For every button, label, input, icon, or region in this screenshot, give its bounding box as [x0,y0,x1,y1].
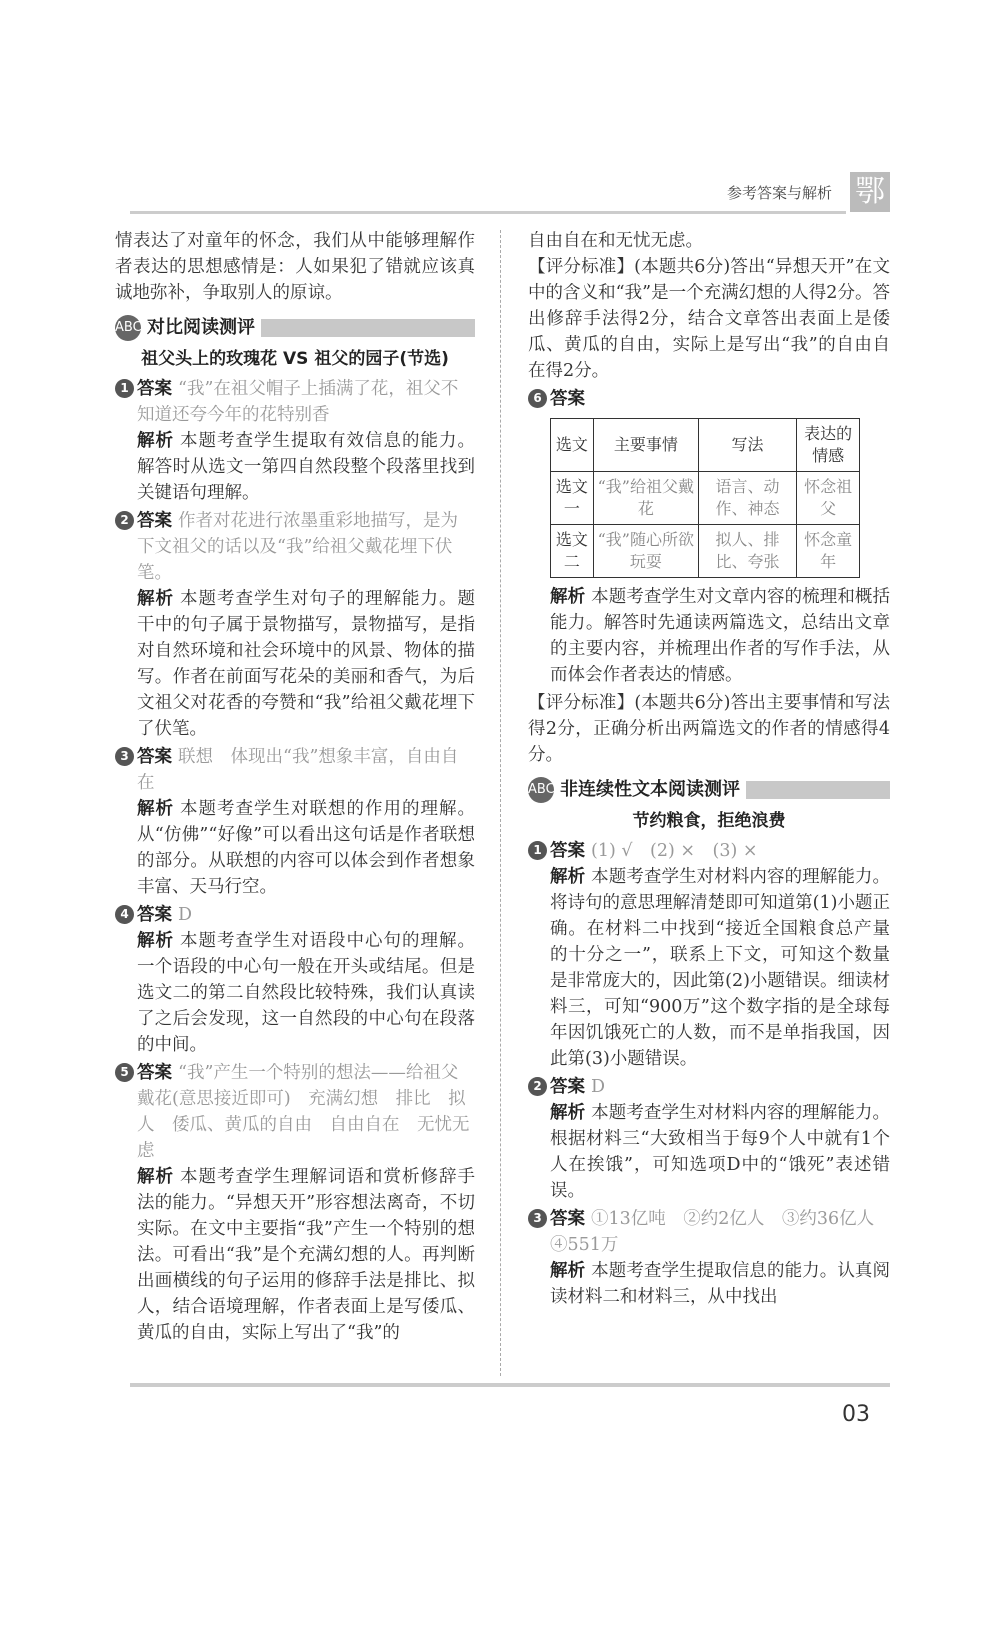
answer-label: 答案 [550,389,585,409]
scoring-standard: 【评分标准】(本题共6分)答出主要事情和写法得2分，正确分析出两篇选文的作者的情感得4分。 [528,693,890,765]
table-row [551,525,860,578]
page-number: 03 [842,1402,870,1427]
answer-text: “我”在祖父帽子上插满了花，祖父不知道还夸今年的花特别香 [137,379,459,425]
right-column [528,228,890,1312]
column-divider [500,230,501,1376]
answer-item-r3 [528,1206,890,1310]
answer-text: D [178,905,193,925]
answer-text: 联想 体现出“我”想象丰富，自由自在 [137,747,459,793]
answer-item-5 [115,1060,475,1346]
table-header-cell: 选文 [551,419,594,472]
table-cell: 选文一 [551,472,594,525]
answer-text: 作者对花进行浓墨重彩地描写，是为下文祖父的话以及“我”给祖父戴花埋下伏笔。 [137,511,458,583]
comparison-table [550,418,860,578]
item-number-icon: 2 [115,511,134,530]
answer-label: 答案 [137,511,172,531]
answer-item-1 [115,376,475,506]
scoring-standard: 【评分标准】(本题共6分)答出“异想天开”在文中的含义和“我”是一个充满幻想的人得2分。答出修辞手法得2分，结合文章答出表面上是倭瓜、黄瓜的自由，实际上是写出“我”的自由自在得2分。 [528,257,890,381]
analysis-text: 本题考查学生对句子的理解能力。题干中的句子属于景物描写，景物描写，是指对自然环境和社会环境中的风景、物体的描写。作者在前面写花朵的美丽和香气，为后文祖父对花香的夸赞和“我”给祖父戴花埋下了伏笔。 [137,589,475,739]
answer-label: 答案 [137,1063,172,1083]
reading-badge-icon: ABC [115,315,141,341]
answer-text: “我”产生一个特别的想法——给祖父戴花(意思接近即可) 充满幻想 排比 拟人 倭瓜、黄瓜的自由 自由自在 无忧无虑 [137,1063,470,1161]
answer-text: (1) √ (2) × (3) × [591,841,758,861]
analysis-text: 本题考查学生提取信息的能力。认真阅读材料二和材料三，从中找出 [550,1261,891,1307]
analysis-label: 解析 [137,589,174,609]
item-number-icon: 2 [528,1077,547,1096]
left-column [115,228,475,1348]
analysis-text: 本题考查学生对材料内容的理解能力。将诗句的意思理解清楚即可知道第(1)小题正确。在材料二中找到“接近全国粮食总产量的十分之一”，联系上下文，可知这个数量是非常庞大的，因此第(2)小题错误。细读材料三，可知“900万”这个数字指的是全球每年因饥饿死亡的人数，而不是单指我国，因此第(3)小题错误。 [550,867,891,1069]
passage-subtitle: 节约粮食，拒绝浪费 [632,811,786,831]
item-number-icon: 4 [115,905,134,924]
analysis-label: 解析 [137,799,174,819]
answer-item-3 [115,744,475,900]
item-number-icon: 3 [528,1209,547,1228]
analysis-text: 本题考查学生对语段中心句的理解。一个语段的中心句一般在开头或结尾。但是选文二的第二自然段比较特殊，我们认真读了之后会发现，这一自然段的中心句在段落的中间。 [137,931,475,1055]
answer-item-2 [115,508,475,742]
analysis-label: 解析 [550,1261,586,1281]
analysis-label: 解析 [137,931,174,951]
table-cell: 选文二 [551,525,594,578]
table-header-cell: 写法 [698,419,797,472]
header-rule [130,211,846,214]
section-bar [261,319,475,337]
footer-rule [130,1383,890,1387]
section-title: 对比阅读测评 [147,317,255,338]
analysis-text: 本题考查学生对文章内容的梳理和概括能力。解答时先通读两篇选文，总结出文章的主要内容，并梳理出作者的写作手法，从而体会作者表达的情感。 [550,587,891,685]
item-number-icon: 1 [528,841,547,860]
province-mark: 鄂 [850,172,890,212]
analysis-text: 本题考查学生理解词语和赏析修辞手法的能力。“异想天开”形容想法离奇，不切实际。在文中主要指“我”产生一个特别的想法。可看出“我”是个充满幻想的人。再判断出画横线的句子运用的修辞手法是排比、拟人，结合语境理解，作者表面上是写倭瓜、黄瓜的自由，实际上写出了“我”的 [137,1167,475,1343]
passage-subtitle: 祖父头上的玫瑰花 VS 祖父的园子(节选) [141,349,449,369]
section-header-comparative [115,314,475,342]
answer-label: 答案 [137,747,172,767]
answer-label: 答案 [137,379,172,399]
answer-item-r1 [528,838,890,1072]
answer-text: ①13亿吨 ②约2亿人 ③约36亿人 ④551万 [550,1209,892,1255]
analysis-label: 解析 [137,1167,174,1187]
table-cell: 怀念童年 [797,525,860,578]
table-header-cell: 主要事情 [593,419,698,472]
header-title: 参考答案与解析 [726,184,832,202]
intro-text: 情表达了对童年的怀念，我们从中能够理解作者表达的思想感情是：人如果犯了错就应该真诚地弥补，争取别人的原谅。 [115,231,475,303]
answer-item-r2 [528,1074,890,1204]
table-cell: 语言、动作、神态 [698,472,797,525]
answer-label: 答案 [137,905,172,925]
answer-label: 答案 [550,841,585,861]
section-header-noncontinuous [528,776,890,804]
item-number-icon: 3 [115,747,134,766]
section-bar [746,781,890,799]
table-header-row [551,419,860,472]
reading-badge-icon: ABC [528,777,554,803]
answer-item-6 [528,386,890,688]
analysis-text: 本题考查学生对联想的作用的理解。从“仿佛”“好像”可以看出这句话是作者联想的部分。从联想的内容可以体会到作者想象丰富、天马行空。 [137,799,475,897]
table-cell: “我”随心所欲玩耍 [593,525,698,578]
answer-item-4 [115,902,475,1058]
table-row [551,472,860,525]
analysis-label: 解析 [550,867,586,887]
item-number-icon: 6 [528,389,547,408]
answer-label: 答案 [550,1209,585,1229]
table-cell: 拟人、排比、夸张 [698,525,797,578]
section-title: 非连续性文本阅读测评 [560,779,740,800]
answer-label: 答案 [550,1077,585,1097]
table-cell: 怀念祖父 [797,472,860,525]
analysis-label: 解析 [550,1103,586,1123]
page-header [130,170,890,214]
item-number-icon: 5 [115,1063,134,1082]
analysis-text: 本题考查学生提取有效信息的能力。解答时从选文一第四自然段整个段落里找到关键语句理解。 [137,431,475,503]
continued-text: 自由自在和无忧无虑。 [528,231,703,251]
analysis-label: 解析 [137,431,174,451]
table-header-cell: 表达的情感 [797,419,860,472]
table-cell: “我”给祖父戴花 [593,472,698,525]
item-number-icon: 1 [115,379,134,398]
analysis-label: 解析 [550,587,586,607]
analysis-text: 本题考查学生对材料内容的理解能力。根据材料三“大致相当于每9个人中就有1个人在挨饿”，可知选项D中的“饿死”表述错误。 [550,1103,891,1201]
answer-text: D [591,1077,606,1097]
